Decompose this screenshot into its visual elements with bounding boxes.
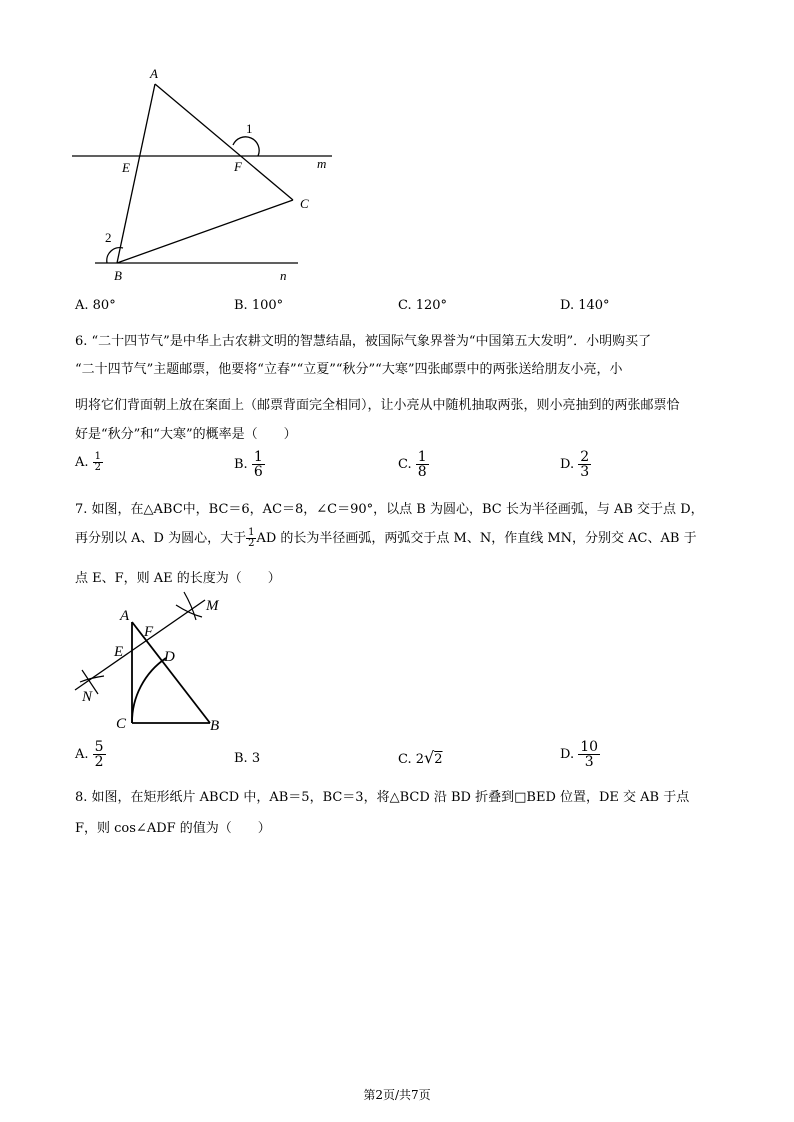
q7-line-1: 7. 如图，在△ABC中，BC＝6，AC＝8，∠C＝90°，以点 B 为圆心，BC 长为半径画弧，与 AB 交于点 D，: [75, 502, 704, 517]
arc-m-2: [184, 592, 196, 620]
q6-option-a[interactable]: A. $\frac{1}{2}$: [75, 451, 102, 473]
q7-option-c[interactable]: C. 2√2: [398, 748, 443, 767]
label-e: E: [122, 160, 130, 175]
label-a: A: [120, 608, 130, 624]
q7-d-numerator: 10: [580, 739, 599, 755]
q5-option-b[interactable]: B. 100°: [234, 298, 284, 313]
label-d: D: [164, 649, 175, 665]
label-f: F: [144, 624, 154, 640]
label-b: B: [114, 268, 122, 283]
q7-a-numerator: 5: [94, 739, 104, 755]
q5-option-a[interactable]: A. 80°: [75, 298, 116, 313]
q6-option-c[interactable]: C. $\frac{1}{8}$: [398, 449, 427, 480]
q7-line-2: 再分别以 A、D 为圆心，大于 $\frac{1}{2}$ AD 的长为半径画弧，两弧交于点 M、N，作直线 MN，分别交 AC、AB 于: [75, 527, 697, 549]
q6-c-numerator: 1: [417, 449, 427, 465]
q7-c-radicand: 2: [434, 752, 443, 767]
q6-option-b[interactable]: B. $\frac{1}{6}$: [234, 449, 263, 480]
line-mn: [75, 600, 205, 690]
label-c: C: [116, 716, 127, 732]
q7-half-denominator: 2: [248, 538, 255, 549]
label-n: n: [280, 268, 287, 283]
q6-option-d[interactable]: D. $\frac{2}{3}$: [560, 449, 590, 480]
label-angle-1: 1: [246, 121, 253, 136]
q6-a-numerator: 1: [94, 451, 102, 462]
label-n: N: [82, 689, 93, 705]
q6-line-3: 明将它们背面朝上放在案面上（邮票背面完全相同），让小亮从中随机抽取两张，则小亮抽到的两张邮票恰: [75, 398, 680, 413]
q7-option-b[interactable]: B. 3: [234, 751, 261, 766]
label-e: E: [114, 644, 124, 660]
q6-line-4: 好是“秋分”和“大寒”的概率是（ ）: [75, 427, 297, 442]
q8-line-2: F，则 cos∠ADF 的值为（ ）: [75, 821, 271, 836]
label-m: m: [317, 156, 327, 171]
q8-line-1: 8. 如图，在矩形纸片 ABCD 中，AB＝5，BC＝3，将△BCD 沿 BD 折叠到□BED 位置，DE 交 AB 于点: [75, 790, 690, 805]
label-b: B: [210, 718, 220, 734]
q7-half-numerator: 1: [248, 527, 255, 538]
q7-a-denominator: 2: [94, 754, 104, 770]
q5-option-c[interactable]: C. 120°: [398, 298, 448, 313]
angle-2-arc: [107, 248, 123, 263]
segment-ac: [155, 84, 293, 200]
q7-figure: [70, 590, 240, 740]
q6-d-numerator: 2: [580, 449, 590, 465]
q6-line-1: 6. “二十四节气”是中华上古农耕文明的智慧结晶，被国际气象界誉为“中国第五大发明”．小明购买了: [75, 334, 652, 349]
q5-figure: [60, 60, 350, 290]
q6-line-2: “二十四节气”主题邮票，他要将“立春”“立夏”“秋分”“大寒”四张邮票中的两张送给朋友小亮，小: [75, 362, 623, 377]
sqrt-icon: √: [424, 748, 435, 767]
label-angle-2: 2: [105, 230, 112, 245]
label-c: C: [300, 196, 309, 211]
q6-a-denominator: 2: [94, 462, 102, 473]
arc-cd: [132, 658, 166, 723]
q7-option-a[interactable]: A. $\frac{5}{2}$: [75, 739, 104, 770]
q6-b-denominator: 6: [253, 464, 263, 480]
segment-bc: [117, 200, 293, 263]
q7-d-denominator: 3: [584, 754, 594, 770]
label-m: M: [206, 598, 219, 614]
q6-b-numerator: 1: [253, 449, 263, 465]
q6-c-denominator: 8: [417, 464, 427, 480]
q7-option-d[interactable]: D. $\frac{10}{3}$: [560, 739, 599, 770]
q5-option-d[interactable]: D. 140°: [560, 298, 610, 313]
q6-d-denominator: 3: [580, 464, 590, 480]
page-footer: 第2页/共7页: [363, 1088, 431, 1102]
q7-line-3: 点 E、F，则 AE 的长度为（ ）: [75, 571, 281, 586]
label-a: A: [150, 66, 158, 81]
label-f: F: [234, 159, 242, 174]
